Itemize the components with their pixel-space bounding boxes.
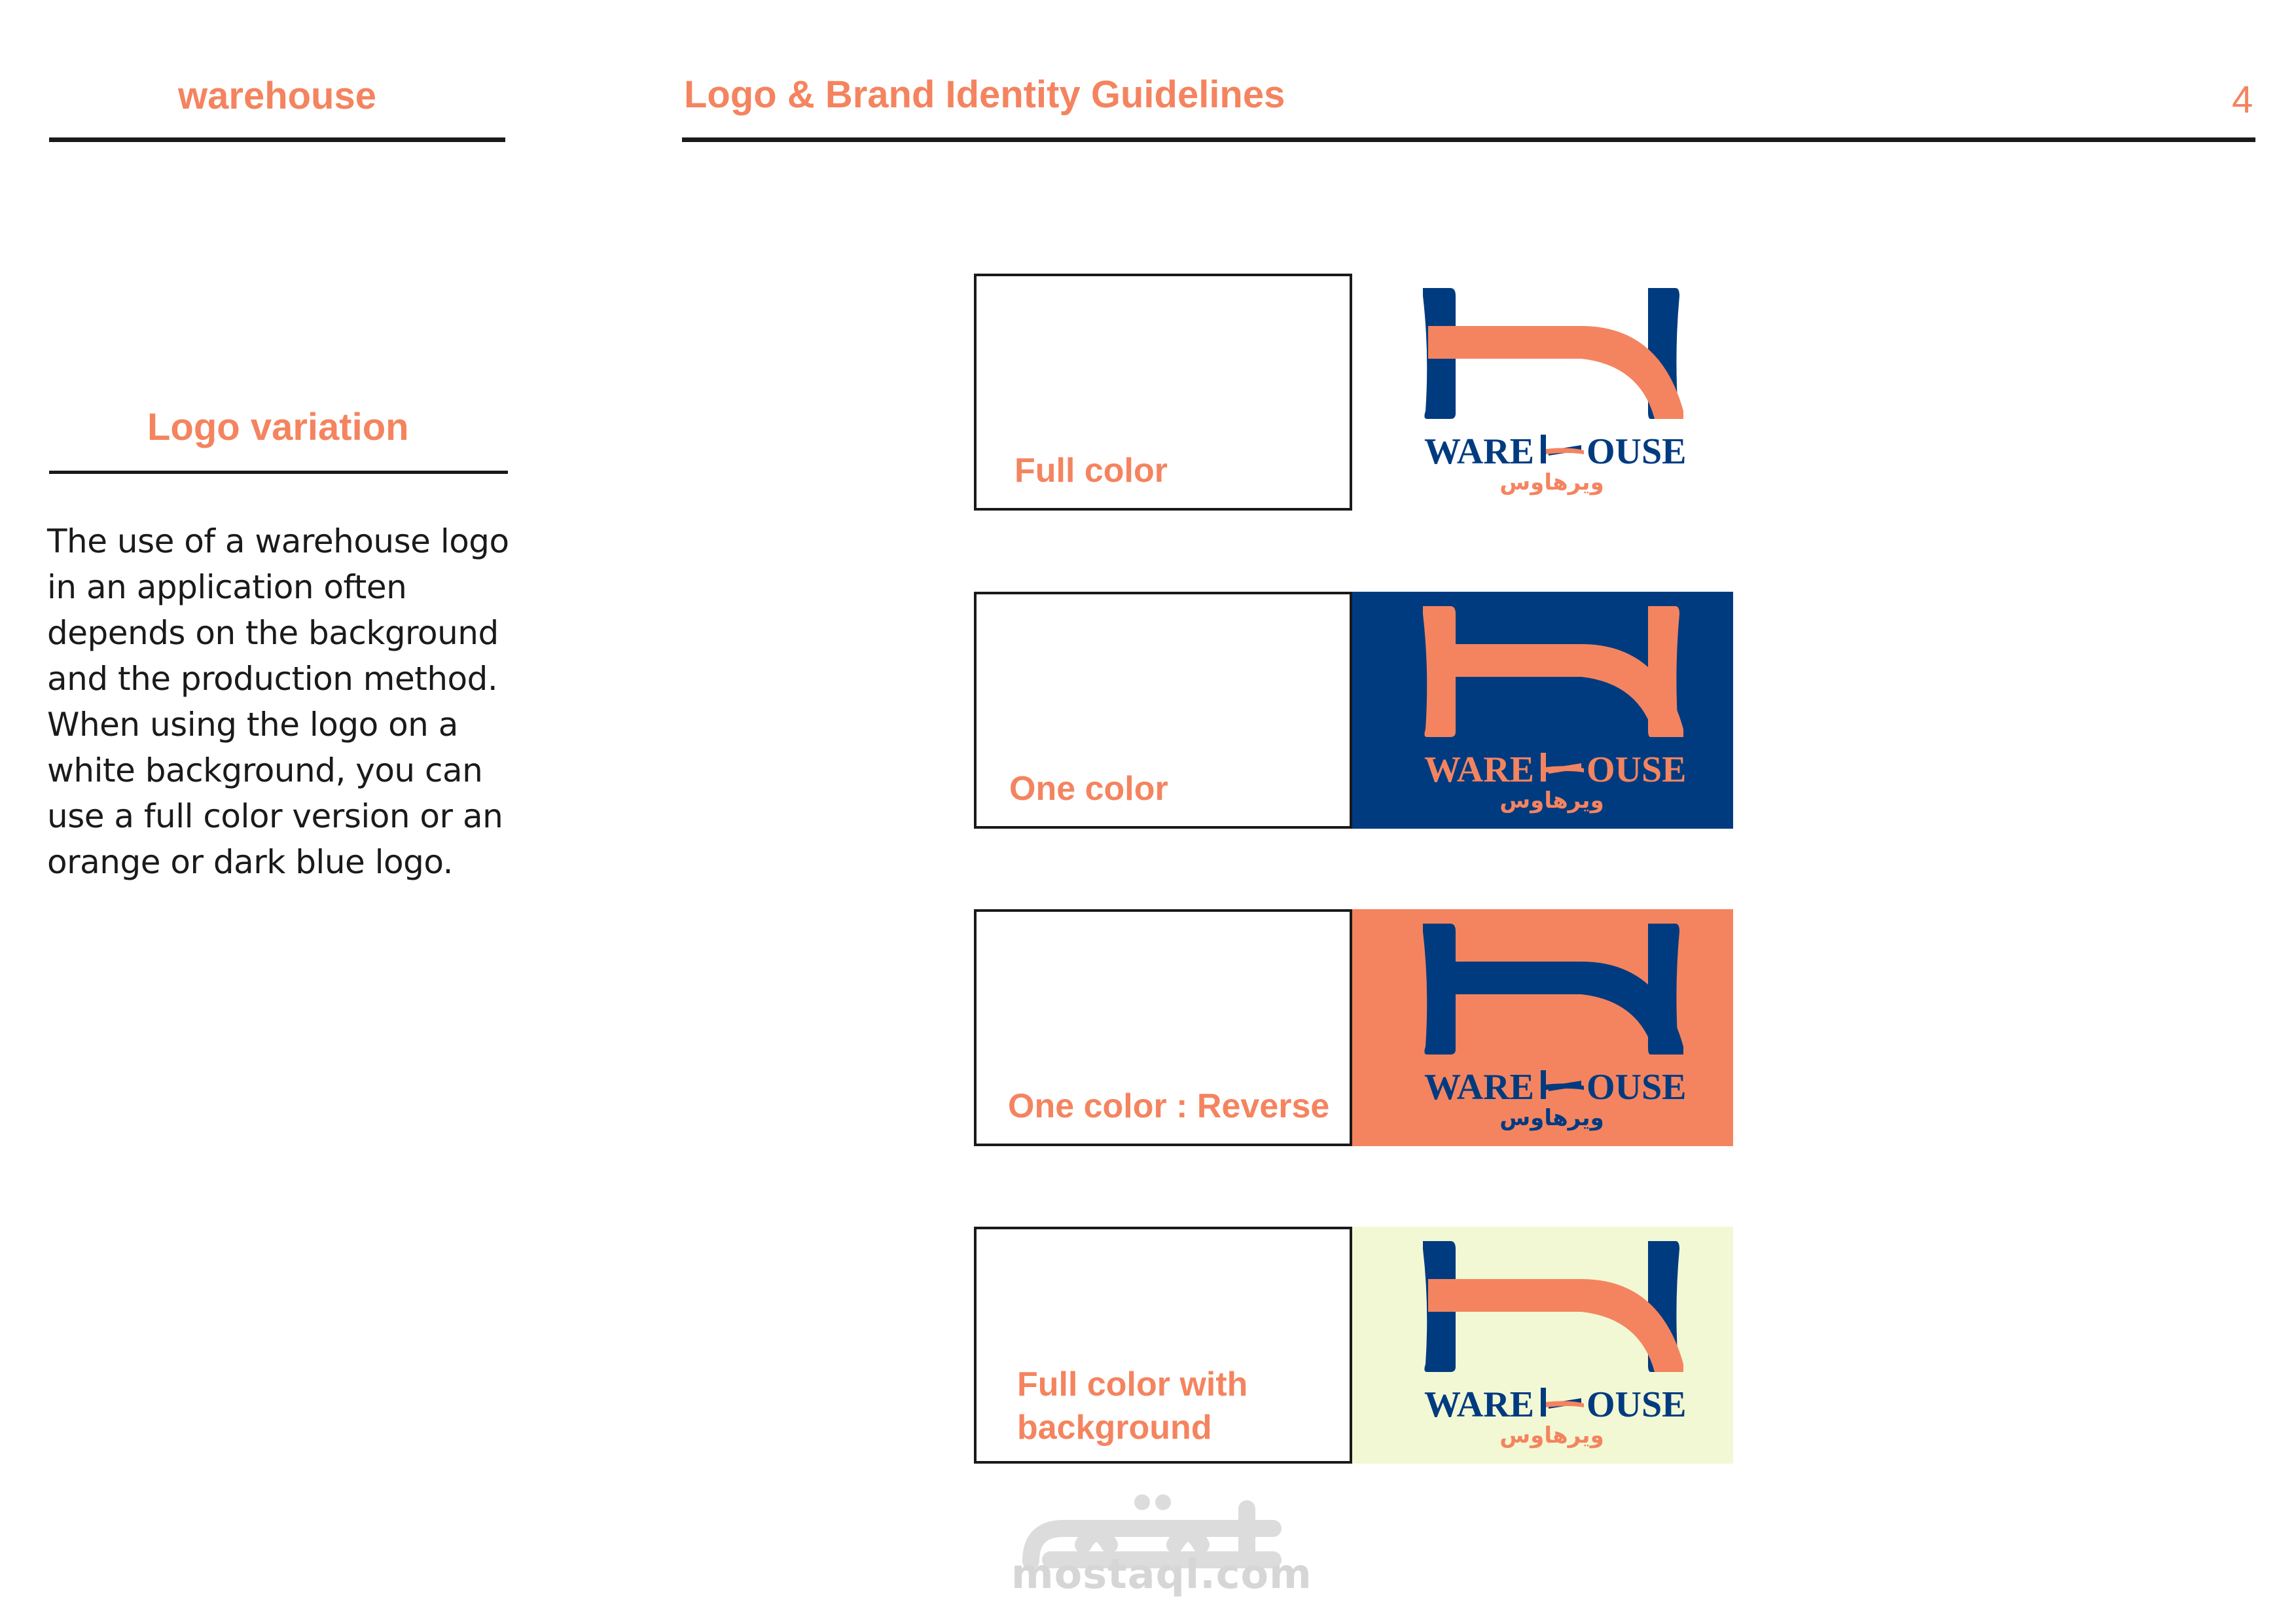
logo-arabic-wordmark: ويرهاوس — [1499, 1105, 1604, 1131]
logo-panel-one-color-reverse — [1352, 909, 1733, 1146]
variation-label-box-one-color-reverse — [974, 909, 1352, 1146]
logo-arabic-wordmark: ويرهاوس — [1499, 1422, 1604, 1449]
mostaql-watermark-site: mostaql.com — [1011, 1550, 1312, 1598]
brand-name: warehouse — [178, 75, 376, 117]
logo-panel-full-color-with-background — [1352, 1227, 1733, 1464]
brand-rule — [49, 137, 505, 142]
logo-panel-one-color — [1352, 592, 1733, 829]
variation-label: background — [1017, 1409, 1212, 1447]
logo-wordmark-right: OUSE — [1587, 749, 1687, 790]
logo-wordmark-right: OUSE — [1587, 1384, 1687, 1425]
variation-label-box-one-color — [974, 592, 1352, 829]
warehouse-logo-icon — [1352, 909, 1733, 1146]
title-rule — [682, 137, 2255, 142]
variation-label: Full color with — [1017, 1365, 1248, 1403]
warehouse-logo-icon — [1352, 592, 1733, 829]
section-rule — [49, 471, 508, 474]
document-title: Logo & Brand Identity Guidelines — [684, 73, 1285, 116]
logo-arabic-wordmark: ويرهاوس — [1499, 787, 1604, 814]
logo-panel-full-color — [1352, 274, 1733, 511]
logo-wordmark-right: OUSE — [1587, 431, 1687, 472]
section-paragraph: The use of a warehouse logo in an application often depends on the background and the production method. When using the logo on a white background, you can use a full color version or an orange or dark blue logo. — [47, 522, 509, 881]
logo-wordmark-left: WARE — [1424, 1384, 1535, 1425]
logo-wordmark-left: WARE — [1424, 749, 1535, 790]
variation-label-box-full-color — [974, 274, 1352, 511]
logo-wordmark-left: WARE — [1424, 1067, 1535, 1108]
variation-label: Full color — [1014, 452, 1168, 490]
logo-wordmark-left: WARE — [1424, 431, 1535, 472]
logo-arabic-wordmark: ويرهاوس — [1499, 469, 1604, 496]
logo-wordmark-right: OUSE — [1587, 1067, 1687, 1108]
variation-label-box-full-color-with-background — [974, 1227, 1352, 1464]
warehouse-logo-icon — [1352, 1227, 1733, 1464]
warehouse-logo-icon — [1352, 274, 1733, 511]
page-number: 4 — [2232, 79, 2253, 121]
variation-label: One color — [1009, 770, 1168, 808]
variation-label: One color : Reverse — [1008, 1087, 1330, 1125]
section-title: Logo variation — [147, 406, 409, 448]
